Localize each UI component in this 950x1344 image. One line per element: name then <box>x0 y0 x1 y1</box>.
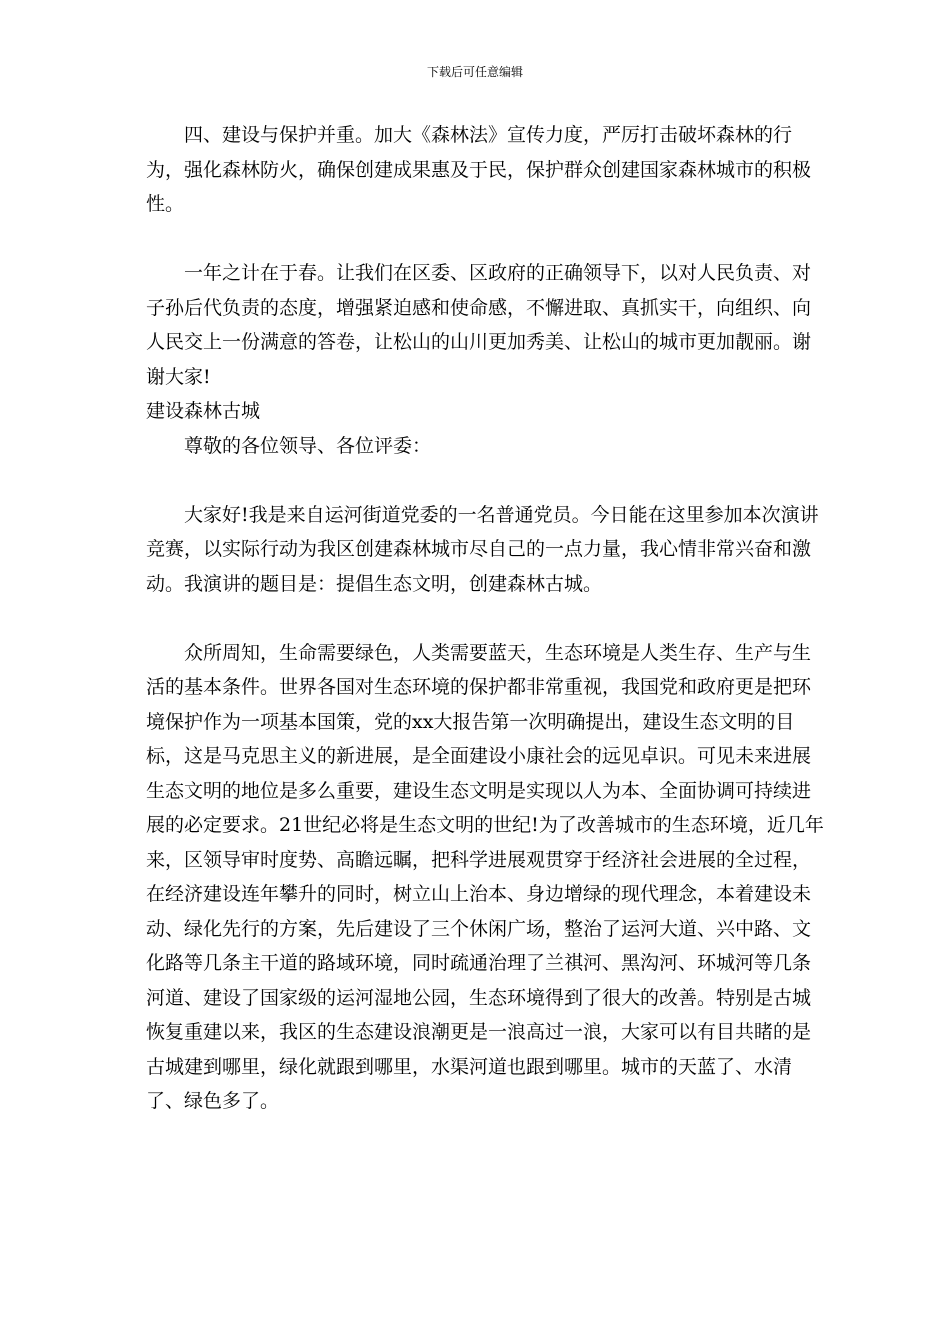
speech-title: 建设森林古城 <box>146 400 261 422</box>
document-body <box>146 118 826 1119</box>
paragraph-introduction: 大家好!我是来自运河街道党委的一名普通党员。今日能在这里参加本次演讲竞赛，以实际行动为我区创建森林城市尽自己的一点力量，我心情非常兴奋和激动。我演讲的题目是：提倡生态文明，创建森林古城。 <box>146 503 819 595</box>
salutation: 尊敬的各位领导、各位评委： <box>184 434 432 457</box>
paragraph-spacer <box>146 601 826 636</box>
paragraph-ecological-civilization: 众所周知，生命需要绿色，人类需要蓝天，生态环境是人类生存、生产与生活的基本条件。世界各国对生态环境的保护都非常重视，我国党和政府更是把环境保护作为一项基本国策，党的xx大报告第一次明确提出，建设生态文明的目标，这是马克思主义的新进展，是全面建设小康社会的远见卓识。可见未来进展生态文明的地位是多么重要，建设生态文明是实现以人为本、全面协调可持续进展的必定要求。21世纪必将是生态文明的世纪!为了改善城市的生态环境，近几年来，区领导审时度势、高瞻远瞩，把科学进展观贯穿于经济社会进展的全过程，在经济建设连年攀升的同时，树立山上治本、身边增绿的现代理念，本着建设未动、绿化先行的方案，先后建设了三个休闲广场，整治了运河大道、兴中路、文化路等几条主干道的路域环境，同时疏通治理了兰祺河、黑沟河、环城河等几条河道、建设了国家级的运河湿地公园，生态环境得到了很大的改善。特别是古城恢复重建以来，我区的生态建设浪潮更是一浪高过一浪，大家可以有目共睹的是古城建到哪里，绿化就跟到哪里，水渠河道也跟到哪里。城市的天蓝了、水清了、绿色多了。 <box>146 641 824 1112</box>
page-header: 下载后可任意编辑 <box>426 65 523 79</box>
paragraph-spacer <box>146 463 826 498</box>
paragraph-closing-remarks: 一年之计在于春。让我们在区委、区政府的正确领导下，以对人民负责、对子孙后代负责的态度，增强紧迫感和使命感，不懈进取、真抓实干，向组织、向人民交上一份满意的答卷，让松山的山川更加秀美、让松山的城市更加靓丽。谢谢大家! <box>146 262 812 388</box>
paragraph-construction-protection: 四、建设与保护并重。加大《森林法》宣传力度，严厉打击破坏森林的行为，强化森林防火，确保创建成果惠及于民，保护群众创建国家森林城市的积极性。 <box>146 124 812 215</box>
paragraph-spacer <box>146 222 826 257</box>
